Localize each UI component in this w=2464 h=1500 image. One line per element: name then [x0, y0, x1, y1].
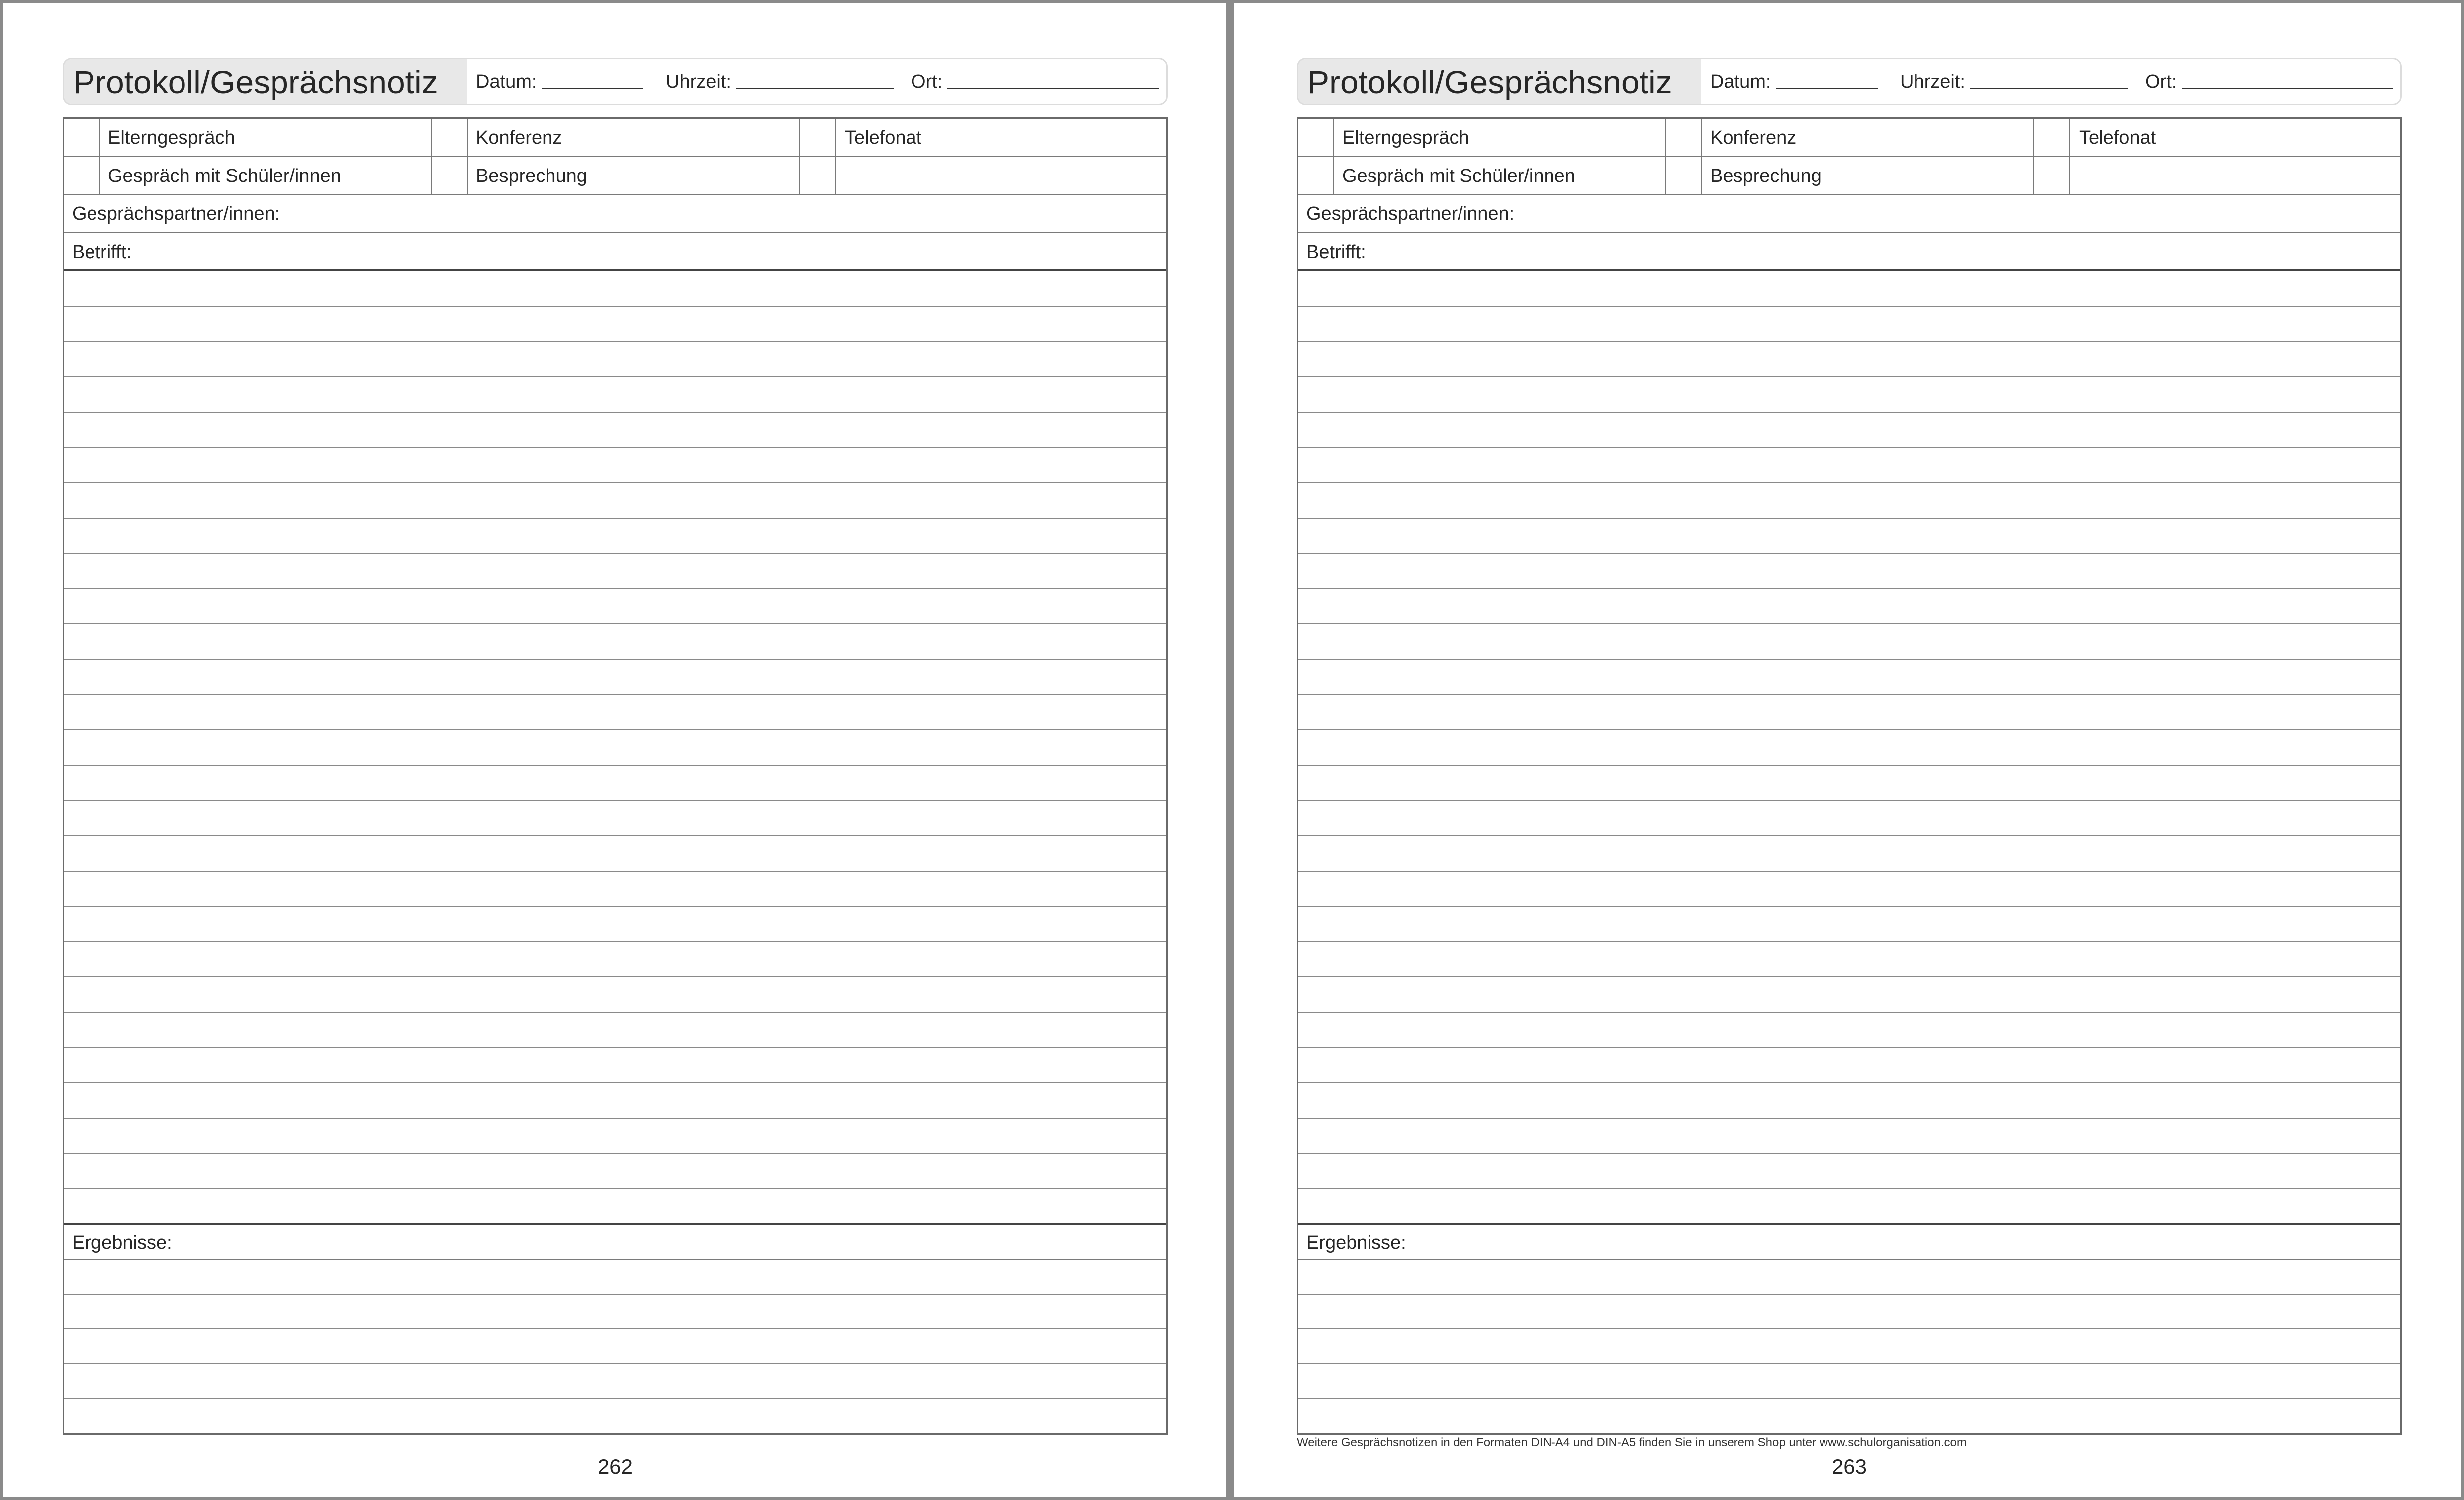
ergebnisse-label: Ergebnisse: [1306, 1233, 1406, 1253]
datum-line[interactable] [1776, 74, 1878, 89]
option-telefonat: Telefonat [845, 127, 922, 148]
form-grid [1297, 117, 2402, 1435]
checkbox-konferenz[interactable] [432, 119, 468, 156]
option-elterngespraech: Elterngespräch [1342, 127, 1469, 148]
partner-row[interactable] [64, 195, 1166, 233]
writing-line[interactable] [1298, 835, 2400, 836]
writing-line[interactable] [1298, 729, 2400, 730]
type-row-1 [64, 119, 1166, 157]
checkbox-schueler[interactable] [64, 157, 100, 194]
form-header [1297, 58, 2402, 105]
option-telefonat: Telefonat [2079, 127, 2156, 148]
writing-line[interactable] [64, 871, 1166, 872]
ort-label: Ort: [2145, 71, 2177, 92]
writing-line[interactable] [64, 1294, 1166, 1295]
option-besprechung: Besprechung [476, 166, 587, 186]
writing-line[interactable] [1298, 1082, 2400, 1083]
datum-label: Datum: [476, 71, 537, 92]
writing-line[interactable] [1298, 588, 2400, 589]
betrifft-row[interactable] [64, 233, 1166, 271]
writing-line[interactable] [1298, 447, 2400, 448]
option-cell [1702, 157, 2034, 194]
writing-line[interactable] [64, 306, 1166, 307]
checkbox-elterngespraech[interactable] [1298, 119, 1334, 156]
checkbox-konferenz[interactable] [1666, 119, 1702, 156]
writing-line[interactable] [1298, 1188, 2400, 1189]
ergebnisse-row[interactable] [64, 1225, 1166, 1260]
writing-line[interactable] [64, 341, 1166, 342]
writing-line[interactable] [1298, 1398, 2400, 1399]
writing-line[interactable] [64, 447, 1166, 448]
option-besprechung: Besprechung [1710, 166, 1822, 186]
ort-label: Ort: [911, 71, 943, 92]
ergebnisse-label: Ergebnisse: [72, 1233, 172, 1253]
writing-line[interactable] [1298, 482, 2400, 483]
partner-label: Gesprächspartner/innen: [72, 203, 280, 224]
writing-line[interactable] [1298, 765, 2400, 766]
writing-line[interactable] [1298, 694, 2400, 695]
writing-line[interactable] [64, 623, 1166, 624]
datum-label: Datum: [1710, 71, 1771, 92]
option-cell [100, 157, 432, 194]
checkbox-besprechung[interactable] [432, 157, 468, 194]
writing-line[interactable] [64, 1188, 1166, 1189]
writing-line[interactable] [1298, 871, 2400, 872]
writing-line[interactable] [1298, 376, 2400, 377]
writing-line[interactable] [64, 482, 1166, 483]
option-cell [468, 157, 800, 194]
writing-line[interactable] [64, 518, 1166, 519]
betrifft-label: Betrifft: [1306, 242, 1366, 263]
option-cell [1702, 119, 2034, 156]
option-cell [1334, 119, 1666, 156]
writing-line[interactable] [64, 659, 1166, 660]
title-box [1298, 59, 1701, 104]
partner-label: Gesprächspartner/innen: [1306, 203, 1515, 224]
datum-line[interactable] [542, 74, 643, 89]
writing-line[interactable] [64, 765, 1166, 766]
uhrzeit-line[interactable] [1970, 74, 2128, 89]
writing-line[interactable] [64, 412, 1166, 413]
uhrzeit-label: Uhrzeit: [666, 71, 731, 92]
checkbox-telefonat[interactable] [800, 119, 836, 156]
option-cell [100, 119, 432, 156]
writing-line[interactable] [1298, 306, 2400, 307]
writing-line[interactable] [1298, 341, 2400, 342]
writing-line[interactable] [1298, 800, 2400, 801]
writing-line[interactable] [64, 1082, 1166, 1083]
betrifft-label: Betrifft: [72, 242, 132, 263]
type-row-2 [1298, 157, 2400, 195]
page-gutter [1226, 0, 1234, 1500]
writing-line[interactable] [1298, 412, 2400, 413]
checkbox-schueler[interactable] [1298, 157, 1334, 194]
writing-line[interactable] [1298, 1118, 2400, 1119]
writing-line[interactable] [64, 835, 1166, 836]
checkbox-empty[interactable] [800, 157, 836, 194]
type-row-2 [64, 157, 1166, 195]
ort-line[interactable] [2182, 74, 2393, 89]
writing-line[interactable] [64, 553, 1166, 554]
option-elterngespraech: Elterngespräch [108, 127, 235, 148]
writing-line[interactable] [1298, 1363, 2400, 1364]
betrifft-row[interactable] [1298, 233, 2400, 271]
writing-line[interactable] [1298, 1328, 2400, 1329]
writing-line[interactable] [64, 1363, 1166, 1364]
option-cell [468, 119, 800, 156]
writing-line[interactable] [1298, 659, 2400, 660]
checkbox-besprechung[interactable] [1666, 157, 1702, 194]
checkbox-elterngespraech[interactable] [64, 119, 100, 156]
writing-line[interactable] [1298, 1153, 2400, 1154]
title-box [64, 59, 467, 104]
writing-line[interactable] [1298, 1294, 2400, 1295]
writing-line[interactable] [1298, 906, 2400, 907]
writing-line[interactable] [1298, 941, 2400, 942]
ergebnisse-row[interactable] [1298, 1225, 2400, 1260]
writing-line[interactable] [1298, 623, 2400, 624]
form-grid [63, 117, 1168, 1435]
uhrzeit-field[interactable] [666, 59, 894, 104]
form-title: Protokoll/Gesprächsnotiz [73, 64, 438, 100]
writing-line[interactable] [64, 1153, 1166, 1154]
ort-field[interactable] [911, 59, 1159, 104]
checkbox-telefonat[interactable] [2034, 119, 2070, 156]
writing-line[interactable] [64, 376, 1166, 377]
uhrzeit-label: Uhrzeit: [1900, 71, 1965, 92]
writing-line[interactable] [64, 1328, 1166, 1329]
type-row-1 [1298, 119, 2400, 157]
writing-line[interactable] [64, 1118, 1166, 1119]
section-divider [1298, 1223, 2400, 1225]
writing-line[interactable] [64, 976, 1166, 977]
option-konferenz: Konferenz [476, 127, 562, 148]
writing-line[interactable] [1298, 553, 2400, 554]
option-schueler: Gespräch mit Schüler/innen [108, 166, 341, 186]
option-schueler: Gespräch mit Schüler/innen [1342, 166, 1575, 186]
writing-line[interactable] [64, 729, 1166, 730]
form-title: Protokoll/Gesprächsnotiz [1307, 64, 1672, 100]
writing-line[interactable] [1298, 518, 2400, 519]
footnote: Weitere Gesprächsnotizen in den Formaten DIN-A4 und DIN-A5 finden Sie in unserem Shop unter www.schulorganisation.com [1297, 1436, 1967, 1449]
datum-field[interactable] [1710, 59, 1878, 104]
page-number-left: 262 [597, 1455, 633, 1478]
section-divider [64, 1223, 1166, 1225]
uhrzeit-line[interactable] [736, 74, 894, 89]
writing-line[interactable] [64, 800, 1166, 801]
datum-field[interactable] [476, 59, 643, 104]
writing-line[interactable] [64, 1012, 1166, 1013]
checkbox-empty[interactable] [2034, 157, 2070, 194]
writing-line[interactable] [64, 906, 1166, 907]
writing-line[interactable] [64, 1047, 1166, 1048]
option-konferenz: Konferenz [1710, 127, 1797, 148]
writing-line[interactable] [1298, 976, 2400, 977]
page-number-right: 263 [1831, 1455, 1867, 1478]
form-header [63, 58, 1168, 105]
writing-line[interactable] [64, 694, 1166, 695]
option-cell [1334, 157, 1666, 194]
writing-line[interactable] [64, 941, 1166, 942]
writing-line[interactable] [1298, 1012, 2400, 1013]
writing-line[interactable] [64, 1398, 1166, 1399]
uhrzeit-field[interactable] [1900, 59, 2128, 104]
ort-field[interactable] [2145, 59, 2393, 104]
writing-line[interactable] [64, 588, 1166, 589]
writing-line[interactable] [1298, 1047, 2400, 1048]
partner-row[interactable] [1298, 195, 2400, 233]
ort-line[interactable] [947, 74, 1159, 89]
